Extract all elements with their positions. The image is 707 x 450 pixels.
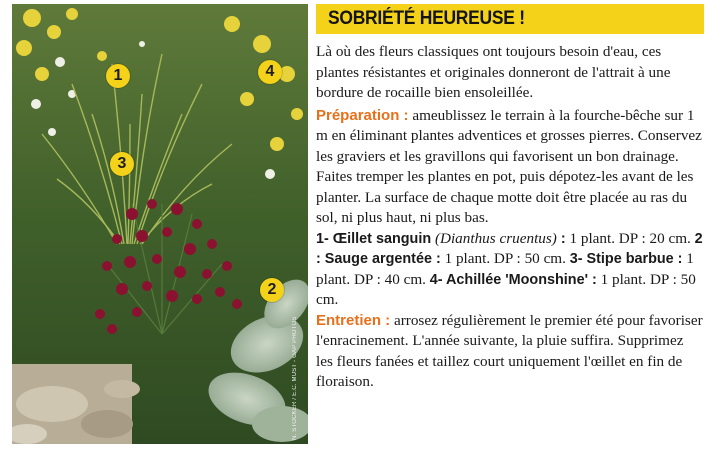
- plant-detail: 1 plant. DP : 50 cm.: [316, 270, 696, 308]
- plant-marker: 2: [260, 278, 284, 302]
- plant-latin: (Dianthus cruentus): [434, 229, 557, 247]
- article-title: SOBRIÉTÉ HEUREUSE !: [328, 8, 525, 29]
- garden-photo: [12, 4, 308, 444]
- article-panel: [316, 4, 704, 446]
- plant-name: 4- Achillée 'Moonshine': [429, 271, 588, 288]
- photo-credit: N. STOCKER / E.C. MUST - GAP PHOTOS: [292, 316, 298, 440]
- rocky-gravel: [12, 364, 140, 444]
- preparation-paragraph: [316, 106, 704, 229]
- plant-name: 2 : Sauge argentée: [316, 230, 703, 267]
- title-bar: [316, 4, 704, 34]
- entretien-paragraph: [316, 311, 704, 393]
- entretien-label: Entretien :: [316, 311, 391, 329]
- plant-marker: 3: [110, 152, 134, 176]
- plant-detail: 1 plant. DP : 40 cm.: [316, 250, 694, 288]
- article-body: [316, 42, 704, 393]
- plant-marker: 4: [258, 60, 282, 84]
- plant-list: 1- Œillet sanguin (Dianthus cruentus) : 1 plant. DP : 20 cm. 2 : Sauge argentée : 1 plant. DP : 50 cm. 3- Stipe barbue : 1 plant. DP : 40 cm. 4- Achillée 'Moonshine' : 1 plant. DP : 50 cm.: [316, 229, 703, 308]
- entretien-text: arrosez régulièrement le premier été pour favoriser l'enracinement. L'année suivante, la pluie suffira. Supprimez les fleurs fanées et taillez court uniquement l'œillet en fin de floraison.: [316, 311, 703, 390]
- plant-detail: 1 plant. DP : 20 cm.: [565, 229, 691, 247]
- intro-paragraph: Là où des fleurs classiques ont toujours besoin d'eau, ces plantes résistantes et originales donneront de l'attrait à une bordure de rocaille bien ensoleillée.: [316, 43, 671, 101]
- plant-marker: 1: [106, 64, 130, 88]
- preparation-label: Préparation :: [316, 106, 409, 124]
- preparation-text: ameublissez le terrain à la fourche-bêche sur 1 m en éliminant plantes adventices et grosses pierres. Conservez les graviers et les gravillons qui favorisent un bon drainage. Faites tremper les plantes en pot, puis dépotez-les avant de les planter. La surface de chaque motte doit être placée au ras du sol, ni plus haut, ni plus bas.: [316, 106, 702, 226]
- plant-detail: 1 plant. DP : 50 cm.: [440, 250, 566, 267]
- plant-name: 1- Œillet sanguin: [316, 230, 432, 247]
- plant-name: 3- Stipe barbue: [569, 251, 674, 267]
